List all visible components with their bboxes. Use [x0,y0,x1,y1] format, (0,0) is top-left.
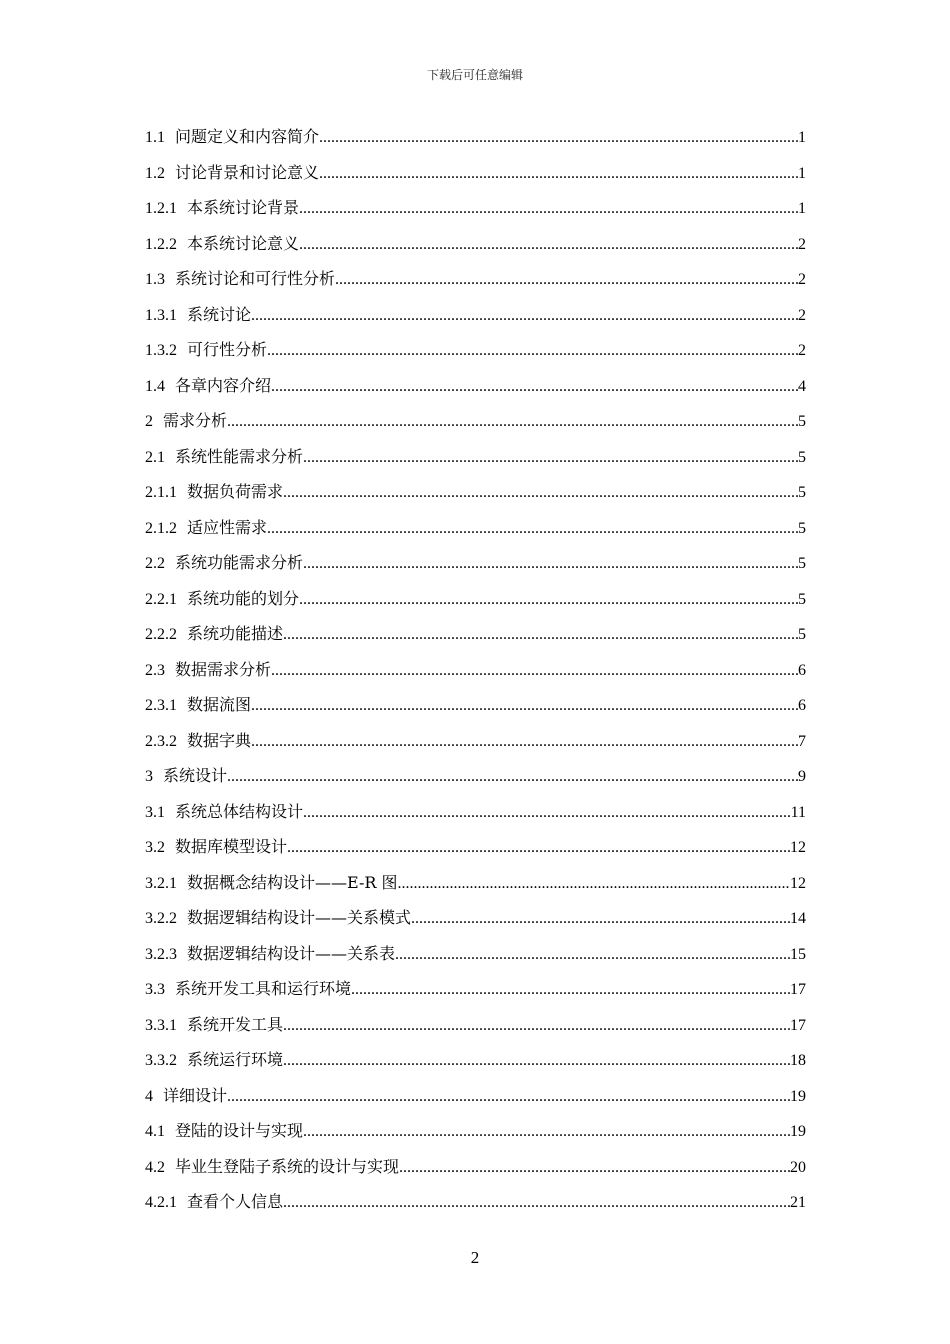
toc-entry-title: 本系统讨论意义 [187,233,300,253]
toc-entry-page: 4 [798,377,806,395]
toc-leader-dots [303,546,798,581]
toc-leader-dots [271,369,798,404]
toc-entry-page: 5 [798,484,806,501]
toc-entry-title: 系统讨论 [187,304,252,324]
toc-entry-number: 2.1.1 [145,484,177,501]
toc-entry-number: 2.2.2 [145,626,177,643]
toc-entry[interactable] [145,190,806,226]
toc-entry-page: 2 [798,306,806,324]
toc-leader-dots [335,262,798,297]
toc-entry-title: 系统运行环境 [187,1050,284,1069]
toc-leader-dots [227,759,798,794]
toc-entry-page: 17 [790,981,806,998]
toc-entry-number: 3.2.2 [145,910,177,927]
toc-entry-page: 7 [798,732,806,750]
toc-entry-number: 3.3.2 [145,1052,177,1069]
toc-entry[interactable] [145,474,806,510]
toc-entry-number: 3.3.1 [145,1016,177,1034]
toc-entry[interactable] [145,687,806,723]
page-number: 2 [470,1248,480,1267]
toc-entry-page: 14 [790,910,806,927]
toc-entry[interactable] [145,865,806,901]
toc-entry-page: 5 [798,519,806,537]
toc-leader-dots [251,724,798,759]
toc-leader-dots [398,866,790,901]
toc-entry-page: 2 [798,235,806,253]
toc-entry-title: 数据需求分析 [175,659,272,679]
toc-leader-dots [303,440,798,475]
toc-entry-number: 1.3 [145,271,165,288]
toc-leader-dots [267,333,798,368]
toc-entry-title: 数据字典 [187,730,252,750]
toc-entry-title: 问题定义和内容简介 [175,127,320,146]
toc-entry[interactable] [145,155,806,191]
toc-entry-title: 系统性能需求分析 [175,446,304,466]
toc-leader-dots [351,972,790,1007]
toc-leader-dots [283,1043,790,1078]
toc-leader-dots [319,120,798,155]
toc-entry-title: 查看个人信息 [187,1192,284,1211]
toc-entry-number: 1.3.1 [145,306,177,324]
toc-entry-number: 2.2.1 [145,590,177,608]
toc-entry-title: 本系统讨论背景 [187,198,300,217]
toc-entry-number: 1.2.1 [145,200,177,217]
toc-entry[interactable] [145,1042,806,1078]
toc-entry[interactable] [145,297,806,333]
toc-entry[interactable] [145,794,806,830]
toc-entry-number: 1.4 [145,377,165,395]
toc-entry-number: 3.2 [145,839,165,856]
toc-entry[interactable] [145,758,806,794]
toc-entry-page: 1 [798,164,806,182]
toc-entry-page: 21 [790,1194,806,1211]
toc-entry-title: 讨论背景和讨论意义 [175,162,320,182]
toc-entry-number: 4.1 [145,1123,165,1140]
toc-entry-page: 6 [798,661,806,679]
toc-leader-dots [251,688,798,723]
toc-entry-number: 2.3.1 [145,697,177,714]
toc-leader-dots [267,511,798,546]
toc-entry-title: 数据概念结构设计——E-R 图 [187,872,398,892]
toc-entry-page: 6 [798,697,806,714]
toc-entry[interactable] [145,1184,806,1220]
toc-entry-page: 12 [790,874,806,892]
toc-entry-title: 适应性需求 [187,517,268,537]
toc-leader-dots [283,475,798,510]
toc-entry-page: 19 [790,1087,806,1105]
toc-entry-number: 3.1 [145,803,165,821]
toc-entry-title: 需求分析 [163,411,228,430]
toc-entry-page: 2 [798,342,806,359]
toc-leader-dots [319,156,798,191]
toc-entry[interactable] [145,1113,806,1149]
toc-entry-title: 数据负荷需求 [187,482,284,501]
toc-entry-number: 3.3 [145,981,165,998]
toc-entry[interactable] [145,1149,806,1185]
toc-leader-dots [299,191,798,226]
toc-entry-number: 1.2 [145,164,165,182]
toc-entry-page: 9 [798,768,806,785]
toc-entry-title: 登陆的设计与实现 [175,1121,304,1140]
toc-leader-dots [271,653,798,688]
toc-leader-dots [251,298,798,333]
toc-entry-page: 12 [790,839,806,856]
toc-entry-title: 系统设计 [163,766,228,785]
toc-leader-dots [283,1185,790,1220]
toc-entry[interactable] [145,261,806,297]
toc-entry-title: 各章内容介绍 [175,375,272,395]
toc-entry[interactable] [145,368,806,404]
toc-entry[interactable] [145,581,806,617]
toc-entry[interactable] [145,936,806,972]
toc-entry-title: 系统开发工具和运行环境 [175,979,352,998]
toc-entry-number: 1.2.2 [145,235,177,253]
toc-entry-number: 4 [145,1087,153,1105]
toc-entry-number: 3.2.1 [145,874,177,892]
toc-entry-title: 系统功能的划分 [187,588,300,608]
toc-entry-number: 4.2.1 [145,1194,177,1211]
toc-entry-page: 19 [790,1123,806,1140]
toc-leader-dots [411,901,790,936]
toc-entry-page: 1 [798,200,806,217]
toc-entry-title: 毕业生登陆子系统的设计与实现 [175,1156,400,1176]
toc-entry[interactable] [145,226,806,262]
toc-entry-title: 系统讨论和可行性分析 [175,269,336,288]
toc-leader-dots [395,937,790,972]
toc-leader-dots [283,1008,790,1043]
toc-entry[interactable] [145,971,806,1007]
toc-leader-dots [303,1114,790,1149]
toc-entry[interactable] [145,1007,806,1043]
toc-entry-number: 2.3.2 [145,732,177,750]
toc-entry-number: 2 [145,413,153,430]
toc-entry-title: 系统功能需求分析 [175,553,304,572]
toc-entry-page: 11 [790,803,806,821]
toc-leader-dots [303,795,791,830]
toc-leader-dots [227,1079,790,1114]
toc-entry-number: 3.2.3 [145,945,177,963]
toc-entry-page: 5 [798,413,806,430]
toc-entry-page: 18 [790,1052,806,1069]
toc-entry[interactable] [145,1078,806,1114]
toc-entry-page: 17 [790,1016,806,1034]
toc-entry-page: 5 [798,626,806,643]
toc-entry-page: 5 [798,590,806,608]
toc-entry[interactable] [145,723,806,759]
toc-entry[interactable] [145,900,806,936]
page-header: 下载后可任意编辑 [426,68,523,82]
toc-entry-page: 15 [790,945,806,963]
toc-entry[interactable] [145,119,806,155]
toc-leader-dots [299,227,798,262]
toc-entry-title: 数据库模型设计 [175,837,288,856]
toc-entry[interactable] [145,616,806,652]
toc-entry-title: 数据流图 [187,695,252,714]
toc-entry[interactable] [145,403,806,439]
toc-entry-number: 2.3 [145,661,165,679]
toc-entry-number: 2.2 [145,555,165,572]
table-of-contents [145,119,806,1220]
toc-leader-dots [299,582,798,617]
toc-entry-title: 可行性分析 [187,340,268,359]
toc-entry-page: 2 [798,271,806,288]
toc-entry[interactable] [145,829,806,865]
toc-entry-title: 数据逻辑结构设计——关系模式 [187,908,412,927]
toc-entry-title: 系统总体结构设计 [175,801,304,821]
toc-entry-title: 系统开发工具 [187,1014,284,1034]
toc-entry-title: 系统功能描述 [187,624,284,643]
toc-leader-dots [399,1150,790,1185]
toc-entry-page: 1 [798,129,806,146]
toc-entry-page: 5 [798,448,806,466]
toc-entry-number: 1.1 [145,129,165,146]
toc-entry[interactable] [145,545,806,581]
toc-entry-number: 2.1 [145,448,165,466]
toc-entry-number: 1.3.2 [145,342,177,359]
toc-entry[interactable] [145,439,806,475]
toc-leader-dots [287,830,790,865]
toc-entry-number: 4.2 [145,1158,165,1176]
toc-entry-page: 5 [798,555,806,572]
toc-leader-dots [227,404,798,439]
toc-leader-dots [283,617,798,652]
toc-entry-title: 详细设计 [163,1085,228,1105]
toc-entry-page: 20 [790,1158,806,1176]
toc-entry[interactable] [145,510,806,546]
toc-entry-number: 2.1.2 [145,519,177,537]
toc-entry-title: 数据逻辑结构设计——关系表 [187,943,396,963]
toc-entry-number: 3 [145,768,153,785]
toc-entry[interactable] [145,652,806,688]
toc-entry[interactable] [145,332,806,368]
